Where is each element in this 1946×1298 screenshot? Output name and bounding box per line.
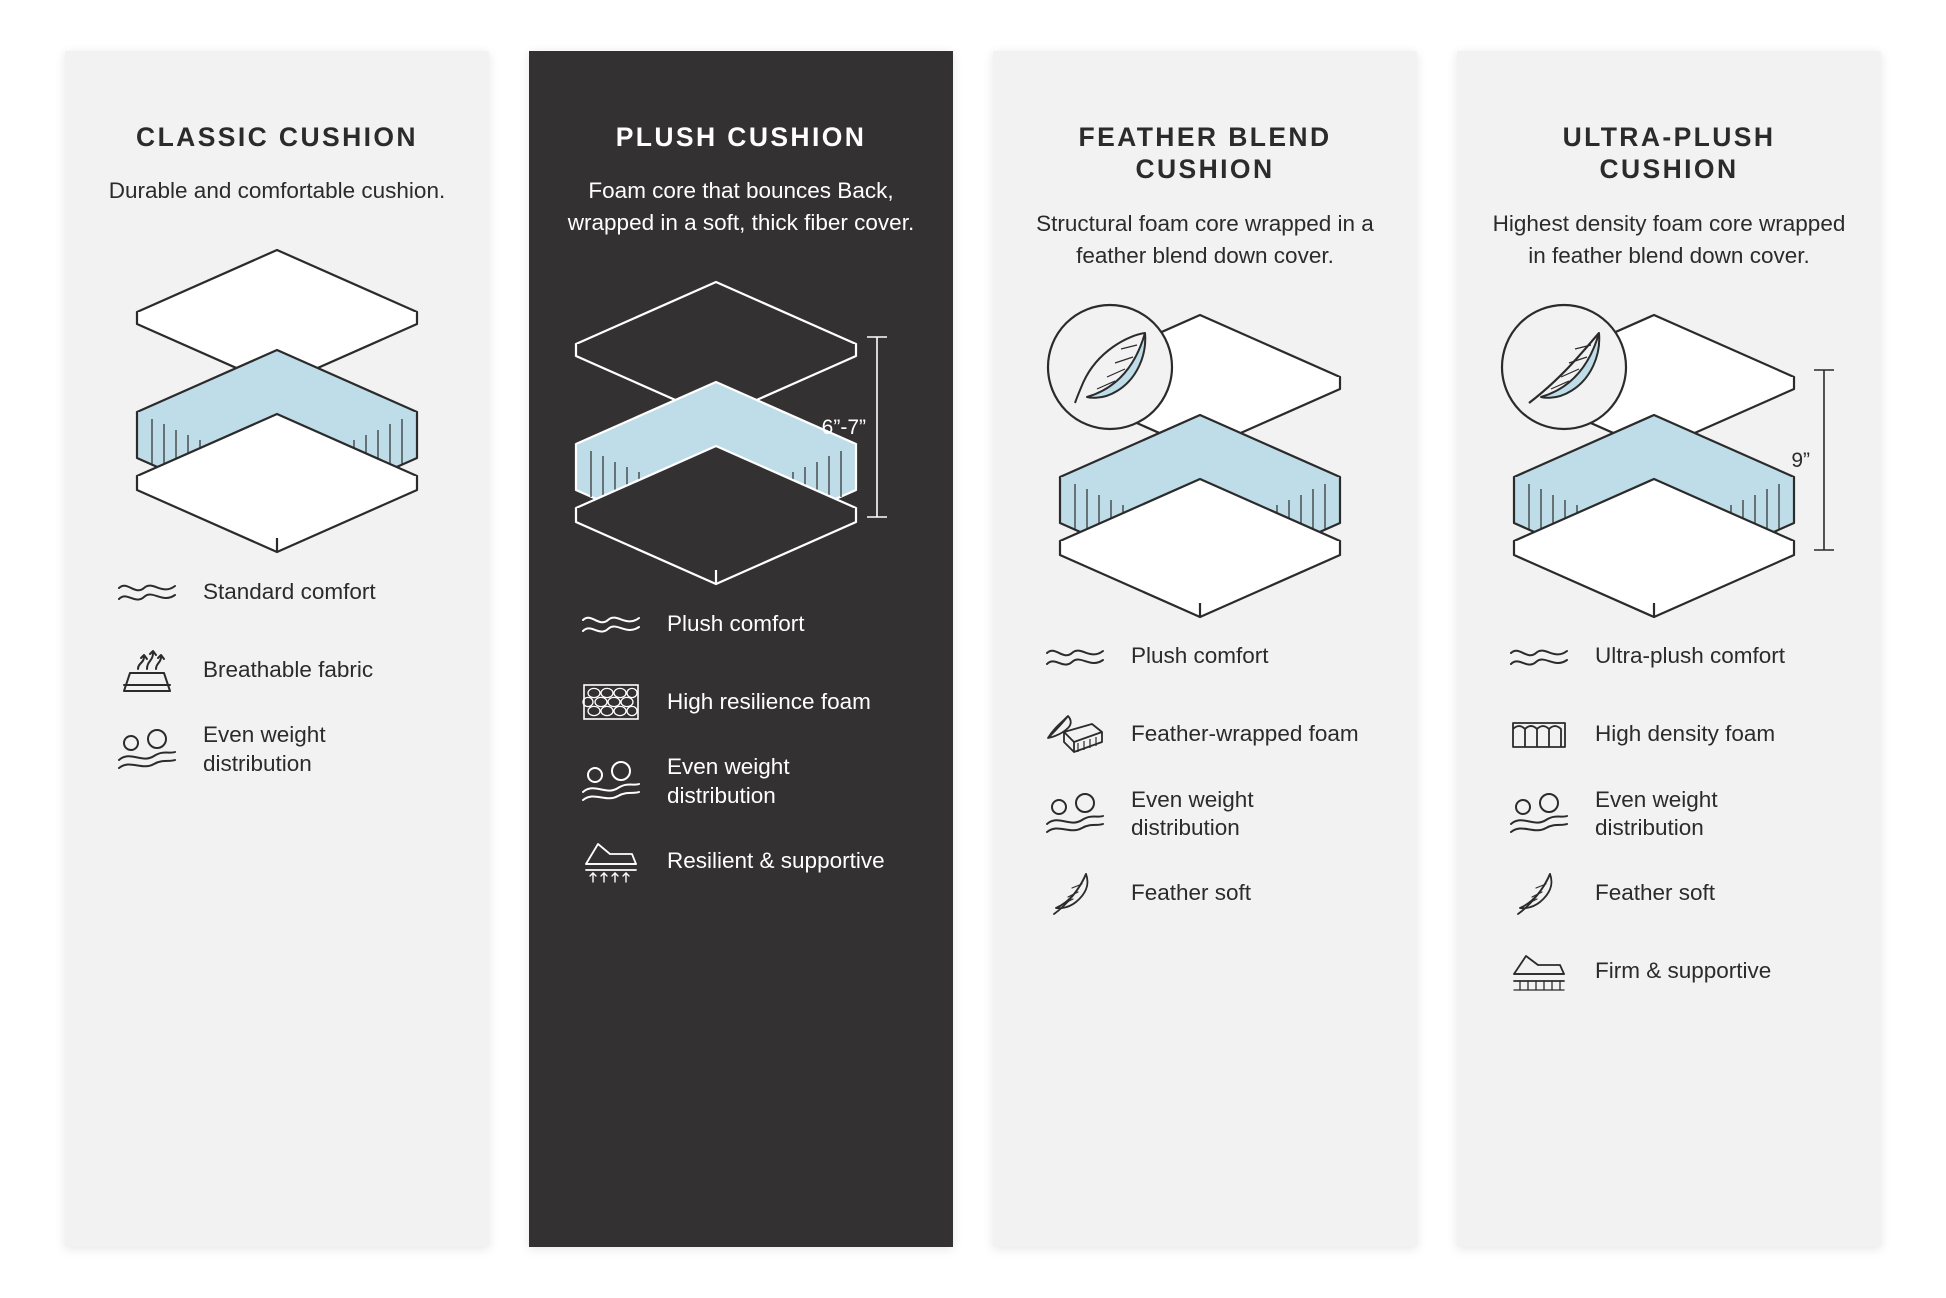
wave-icon	[577, 598, 645, 650]
card-description: Foam core that bounces Back, wrapped in a soft, thick fiber cover.	[567, 178, 915, 236]
even-weight-icon	[577, 756, 645, 808]
cushion-card-feather-blend	[993, 51, 1417, 1247]
list-item-label: High density foam	[1595, 721, 1776, 747]
list-item-label: Firm & supportive	[1595, 958, 1772, 984]
list-item-label: High resilience foam	[667, 688, 871, 714]
list-item-label: Even weight distribution	[667, 754, 790, 808]
feature-list	[563, 597, 919, 912]
lounge-support-icon	[1505, 946, 1573, 998]
feather-badge	[1048, 305, 1172, 429]
list-item	[1041, 708, 1383, 762]
list-item	[113, 643, 455, 697]
card-description: Structural foam core wrapped in a feather blend down cover.	[1036, 210, 1374, 268]
page-title: PLUSH CUSHION	[615, 122, 867, 152]
dimension-label: 9”	[1791, 448, 1810, 472]
list-item-label: Plush comfort	[667, 610, 805, 636]
list-item-label: Feather soft	[1131, 880, 1252, 906]
lounge-support-icon	[577, 835, 645, 887]
list-item	[113, 721, 455, 778]
list-item	[1041, 630, 1383, 684]
list-item-label: Even weight distribution	[1595, 786, 1718, 841]
wave-icon	[1505, 631, 1573, 683]
feather-icon	[1041, 868, 1109, 920]
card-description: Highest density foam core wrapped in feather blend down cover.	[1492, 210, 1846, 268]
list-item	[577, 834, 919, 888]
cushion-card-plush	[529, 51, 953, 1247]
list-item	[1041, 867, 1383, 921]
honeycomb-foam-icon	[577, 676, 645, 728]
feather-wrapped-foam-icon	[1041, 709, 1109, 761]
page-title: ULTRA-PLUSH CUSHION	[1562, 122, 1776, 185]
list-item-label: Ultra-plush comfort	[1595, 643, 1786, 669]
even-weight-icon	[113, 724, 181, 776]
list-item	[577, 753, 919, 810]
page-title: CLASSIC CUSHION	[136, 122, 418, 152]
list-item	[577, 597, 919, 651]
wave-icon	[1041, 631, 1109, 683]
list-item	[1041, 786, 1383, 843]
high-density-foam-icon	[1505, 709, 1573, 761]
exploded-cushion-illustration	[112, 240, 442, 540]
cushion-card-ultra-plush	[1457, 51, 1881, 1247]
list-item	[577, 675, 919, 729]
list-item	[1505, 786, 1847, 843]
card-description: Durable and comfortable cushion.	[108, 178, 446, 204]
list-item-label: Plush comfort	[1131, 643, 1269, 669]
feather-icon	[1505, 868, 1573, 920]
page-title: FEATHER BLEND CUSHION	[1078, 122, 1332, 185]
exploded-cushion-illustration	[1484, 305, 1854, 605]
list-item-label: Standard comfort	[203, 578, 376, 604]
list-item	[1505, 867, 1847, 921]
feather-badge	[1502, 305, 1626, 429]
exploded-cushion-illustration	[1025, 305, 1385, 605]
feature-list	[99, 565, 455, 802]
cushion-layers-diagram	[563, 257, 919, 587]
list-item-label: Even weight distribution	[1131, 786, 1254, 841]
list-item-label: Breathable fabric	[203, 656, 374, 682]
dimension-label: 6”-7”	[821, 416, 866, 440]
cushion-layers-diagram	[1491, 290, 1847, 620]
cushion-layers-diagram	[99, 225, 455, 555]
feature-list	[1027, 630, 1383, 945]
list-item-label: Even weight distribution	[203, 722, 326, 776]
list-item	[1505, 945, 1847, 999]
exploded-cushion-illustration	[561, 272, 921, 572]
cushion-layers-diagram	[1027, 290, 1383, 620]
list-item-label: Resilient & supportive	[667, 848, 885, 874]
list-item	[1505, 708, 1847, 762]
even-weight-icon	[1041, 788, 1109, 840]
cushion-card-classic	[65, 51, 489, 1247]
list-item-label: Feather-wrapped foam	[1131, 721, 1359, 747]
breathable-fabric-icon	[113, 644, 181, 696]
list-item-label: Feather soft	[1595, 880, 1716, 906]
feature-list	[1491, 630, 1847, 1023]
even-weight-icon	[1505, 788, 1573, 840]
list-item	[113, 565, 455, 619]
list-item	[1505, 630, 1847, 684]
wave-icon	[113, 566, 181, 618]
